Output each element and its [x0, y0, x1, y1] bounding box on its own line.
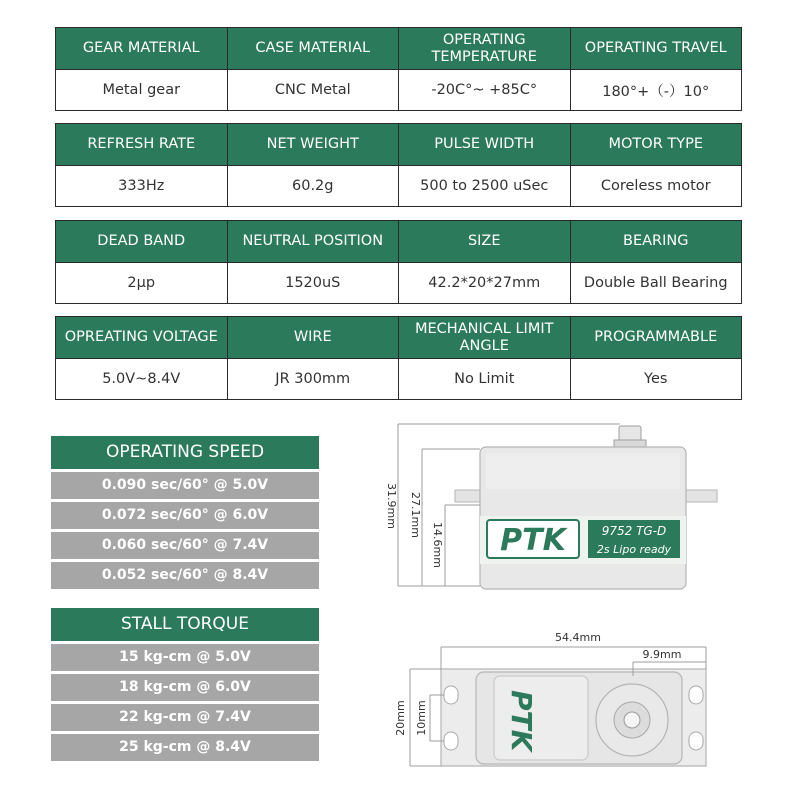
header-net-weight: NET WEIGHT	[227, 124, 399, 166]
servo-side-view	[385, 424, 717, 589]
value-wire: JR 300mm	[227, 359, 399, 400]
speed-row: 0.060 sec/60° @ 7.4V	[51, 532, 319, 559]
header-size: SIZE	[399, 221, 571, 263]
dim-tab-length: 9.9mm	[642, 648, 682, 661]
torque-row: 25 kg-cm @ 8.4V	[51, 734, 319, 761]
value-motor-type: Coreless motor	[570, 166, 742, 207]
header-wire: WIRE	[227, 317, 399, 359]
value-refresh-rate: 333Hz	[56, 166, 228, 207]
dim-total-height: 31.9mm	[385, 483, 398, 529]
dim-total-length: 54.4mm	[555, 631, 601, 644]
side-brand-logo: PTK	[500, 523, 566, 558]
dim-width: 20mm	[394, 700, 407, 736]
value-operating-travel: 180°+（-）10°	[570, 70, 742, 111]
speed-row: 0.090 sec/60° @ 5.0V	[51, 472, 319, 499]
operating-speed-title: OPERATING SPEED	[51, 436, 319, 469]
header-mechanical-limit-angle: MECHANICAL LIMIT ANGLE	[399, 317, 571, 359]
speed-row: 0.052 sec/60° @ 8.4V	[51, 562, 319, 589]
value-pulse-width: 500 to 2500 uSec	[399, 166, 571, 207]
torque-row: 18 kg-cm @ 6.0V	[51, 674, 319, 701]
model-number: 9752 TG-D	[601, 524, 667, 538]
dim-tab-height: 14.6mm	[431, 522, 444, 568]
value-bearing: Double Ball Bearing	[570, 263, 742, 304]
header-case-material: CASE MATERIAL	[227, 28, 399, 70]
header-gear-material: GEAR MATERIAL	[56, 28, 228, 70]
value-net-weight: 60.2g	[227, 166, 399, 207]
header-pulse-width: PULSE WIDTH	[399, 124, 571, 166]
torque-row: 22 kg-cm @ 7.4V	[51, 704, 319, 731]
value-operating-temperature: -20C°~ +85C°	[399, 70, 571, 111]
value-dead-band: 2μp	[56, 263, 228, 304]
torque-row: 15 kg-cm @ 5.0V	[51, 644, 319, 671]
speed-row: 0.072 sec/60° @ 6.0V	[51, 502, 319, 529]
header-dead-band: DEAD BAND	[56, 221, 228, 263]
value-neutral-position: 1520uS	[227, 263, 399, 304]
header-bearing: BEARING	[570, 221, 742, 263]
header-programmable: PROGRAMMABLE	[570, 317, 742, 359]
header-operating-voltage: OPREATING VOLTAGE	[56, 317, 228, 359]
servo-top-view	[394, 631, 706, 766]
header-refresh-rate: REFRESH RATE	[56, 124, 228, 166]
value-size: 42.2*20*27mm	[399, 263, 571, 304]
dim-hole-spacing: 10mm	[415, 700, 428, 736]
lipo-tagline: 2s Lipo ready	[596, 543, 672, 556]
header-neutral-position: NEUTRAL POSITION	[227, 221, 399, 263]
header-operating-travel: OPERATING TRAVEL	[570, 28, 742, 70]
header-operating-temperature: OPERATING TEMPERATURE	[399, 28, 571, 70]
value-case-material: CNC Metal	[227, 70, 399, 111]
header-motor-type: MOTOR TYPE	[570, 124, 742, 166]
value-mechanical-limit-angle: No Limit	[399, 359, 571, 400]
stall-torque-title: STALL TORQUE	[51, 608, 319, 641]
top-brand-logo: PTK	[505, 690, 538, 752]
value-programmable: Yes	[570, 359, 742, 400]
value-operating-voltage: 5.0V~8.4V	[56, 359, 228, 400]
value-gear-material: Metal gear	[56, 70, 228, 111]
dim-body-height: 27.1mm	[409, 492, 422, 538]
